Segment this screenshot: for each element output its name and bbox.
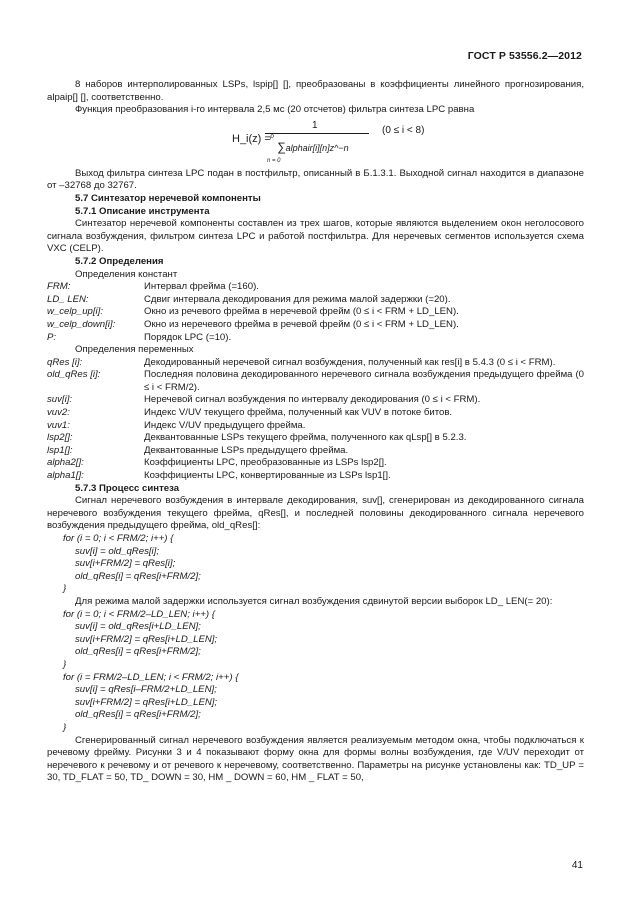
formula-numerator: 1	[312, 119, 318, 131]
definition-row	[47, 357, 584, 370]
definition-term: FRM:	[47, 281, 71, 293]
page-number: 41	[571, 860, 583, 871]
code-line: }	[63, 658, 67, 670]
definition-row	[47, 369, 584, 394]
paragraph-low-delay: Для режима малой задержки используется сигнал возбуждения сдвинутой версии выборок LD_ LEN(= 20):	[75, 595, 553, 607]
code-line: suv[i] = old_qRes[i];	[75, 545, 159, 557]
definition-desc: Декодированный неречевой сигнал возбуждения, полученный как res[i] в 5.4.3 (0 ≤ i < FRM).	[144, 356, 556, 368]
code-block-low-delay	[47, 609, 584, 735]
paragraph-transfer-function: Функция преобразования i-го интервала 2,5 мс (20 отсчетов) фильтра синтеза LPC равна	[75, 104, 475, 116]
definition-term: w_celp_down[i]:	[47, 318, 116, 330]
definition-term: LD_ LEN:	[47, 293, 89, 305]
definition-row	[47, 407, 584, 420]
variables-list	[47, 357, 584, 483]
code-line: suv[i+FRM/2] = qRes[i+LD_LEN];	[75, 696, 218, 708]
definition-desc: Интервал фрейма (=160).	[144, 281, 259, 293]
definition-term: suv[i]:	[47, 394, 73, 406]
page-content	[47, 79, 584, 785]
sigma-symbol: ∑	[277, 139, 286, 154]
code-line: old_qRes[i] = qRes[i+FRM/2];	[75, 570, 201, 582]
section-5-7-3-heading: 5.7.3 Процесс синтеза	[75, 482, 180, 494]
paragraph-synth-description: Синтезатор неречевой компоненты составлен из трех шагов, которые являются выделением окон неголосового сигнала возбуждения, фильтром синтеза LPC и работой постфильтра. Для неречевых сегментов используется схема VXC (CELP).	[47, 218, 584, 255]
definition-row	[47, 457, 584, 470]
definition-desc: Окно из речевого фрейма в неречевой фрейм (0 ≤ i < FRM + LD_LEN).	[144, 306, 459, 318]
code-line: }	[63, 721, 67, 733]
code-block-normal	[47, 533, 584, 596]
code-line: suv[i] = old_qRes[i+LD_LEN];	[75, 621, 201, 633]
paragraph-window-method: Сгенерированный сигнал неречевого возбуждения является реализуемым методом окна, чтобы подключаться к речевому фрейму. Рисунки 3 и 4 показывают форму окна для формы волны возбуждения, где V/UV переходит от неречевого к речевому и от речевого к неречевому, соответственно. Параметры на рисунке установлены как: TD_UP = 30, TD_FLAT = 50, TD_ DOWN = 30, HM _ DOWN = 60, HM _ FLAT = 50,	[47, 734, 584, 784]
definition-row	[47, 332, 584, 345]
definition-row	[47, 445, 584, 458]
formula-lhs: H_i(z) =	[232, 132, 271, 145]
definition-row	[47, 306, 584, 319]
code-line: old_qRes[i] = qRes[i+FRM/2];	[75, 646, 201, 658]
code-line: suv[i+FRM/2] = qRes[i+LD_LEN];	[75, 633, 218, 645]
code-line: suv[i+FRM/2] = qRes[i];	[75, 558, 176, 570]
definition-term: vuv2:	[47, 407, 70, 419]
constants-list	[47, 281, 584, 344]
document-header: ГОСТ Р 53556.2—2012	[467, 50, 582, 62]
sum-expression	[277, 139, 349, 154]
variables-label: Определения переменных	[75, 344, 194, 356]
definition-term: old_qRes [i]:	[47, 369, 101, 381]
section-5-7-heading: 5.7 Синтезатор неречевой компоненты	[75, 192, 261, 204]
paragraph-lsp-conversion: 8 наборов интерполированных LSPs, lspip[] [], преобразованы в коэффициенты линейного прогнозирования, alpaip[] [], соответственно.	[47, 79, 584, 103]
definition-row	[47, 294, 584, 307]
definition-term: w_celp_up[i]:	[47, 306, 103, 318]
definition-term: qRes [i]:	[47, 356, 83, 368]
definition-desc: Индекс V/UV предыдущего фрейма.	[144, 419, 306, 431]
definition-desc: Окно из неречевого фрейма в речевой фрейм (0 ≤ i < FRM + LD_LEN).	[144, 318, 459, 330]
definition-row	[47, 420, 584, 433]
definition-desc: Индекс V/UV текущего фрейма, полученный как VUV в потоке битов.	[144, 407, 453, 419]
paragraph-excitation-signal: Сигнал неречевого возбуждения в интервале декодирования, suv[], сгенерирован из декодированного сигнала неречевого возбуждения текущего фрейма, qRes[], и последней половины декодированного сигнала неречевого возбуждения предыдущего фрейма, old_qRes[]:	[47, 495, 584, 532]
definition-desc: Деквантованные LSPs предыдущего фрейма.	[144, 444, 349, 456]
section-5-7-2-heading: 5.7.2 Определения	[75, 255, 164, 267]
denominator-term: alphair[i][n]z^−n	[285, 142, 349, 153]
definition-row	[47, 432, 584, 445]
code-line: for (i = 0; i < FRM/2–LD_LEN; i++) {	[63, 608, 215, 620]
definition-desc: Деквантованные LSPs текущего фрейма, полученного как qLsp[] в 5.2.3.	[144, 432, 467, 444]
definition-term: alpha1[]:	[47, 470, 84, 482]
paragraph-postfilter: Выход фильтра синтеза LPC подан в постфильтр, описанный в Б.1.3.1. Выходной сигнал находится в диапазоне от –32768 до 32767.	[47, 167, 584, 192]
definition-desc: Последняя половина декодированного неречевого сигнала возбуждения предыдущего фрейма (0 ≤ i < FRM/2).	[144, 369, 584, 393]
formula-condition: (0 ≤ i < 8)	[382, 124, 425, 136]
definition-term: alpha2[]:	[47, 457, 84, 469]
code-line: old_qRes[i] = qRes[i+FRM/2];	[75, 709, 201, 721]
definition-term: vuv1:	[47, 419, 70, 431]
definition-row	[47, 319, 584, 332]
code-line: for (i = 0; i < FRM/2; i++) {	[63, 533, 174, 544]
code-line: }	[63, 583, 67, 595]
lpc-transfer-formula	[47, 120, 584, 162]
definition-term: lsp2[]:	[47, 432, 73, 444]
definition-desc: Коэффициенты LPC, преобразованные из LSPs lsp2[].	[144, 457, 387, 469]
section-5-7-1-heading: 5.7.1 Описание инструмента	[75, 205, 210, 217]
code-line: for (i = FRM/2–LD_LEN; i < FRM/2; i++) {	[63, 671, 239, 683]
definition-term: lsp1[]:	[47, 444, 73, 456]
definition-desc: Сдвиг интервала декодирования для режима малой задержки (=20).	[144, 293, 451, 305]
definition-desc: Коэффициенты LPC, конвертированные из LSPs lsp1[].	[144, 470, 391, 482]
definition-row	[47, 394, 584, 407]
sum-upper-limit: P	[270, 134, 275, 141]
constants-label: Определения констант	[75, 268, 178, 280]
definition-row	[47, 470, 584, 483]
sum-lower-limit: n = 0	[267, 157, 281, 164]
definition-term: P:	[47, 331, 57, 343]
definition-desc: Порядок LPC (=10).	[144, 331, 232, 343]
definition-desc: Неречевой сигнал возбуждения по интервалу декодирования (0 ≤ i < FRM).	[144, 394, 481, 406]
formula-fraction-bar	[265, 133, 369, 134]
code-line: suv[i] = qRes[i–FRM/2+LD_LEN];	[75, 684, 217, 696]
definition-row	[47, 281, 584, 294]
